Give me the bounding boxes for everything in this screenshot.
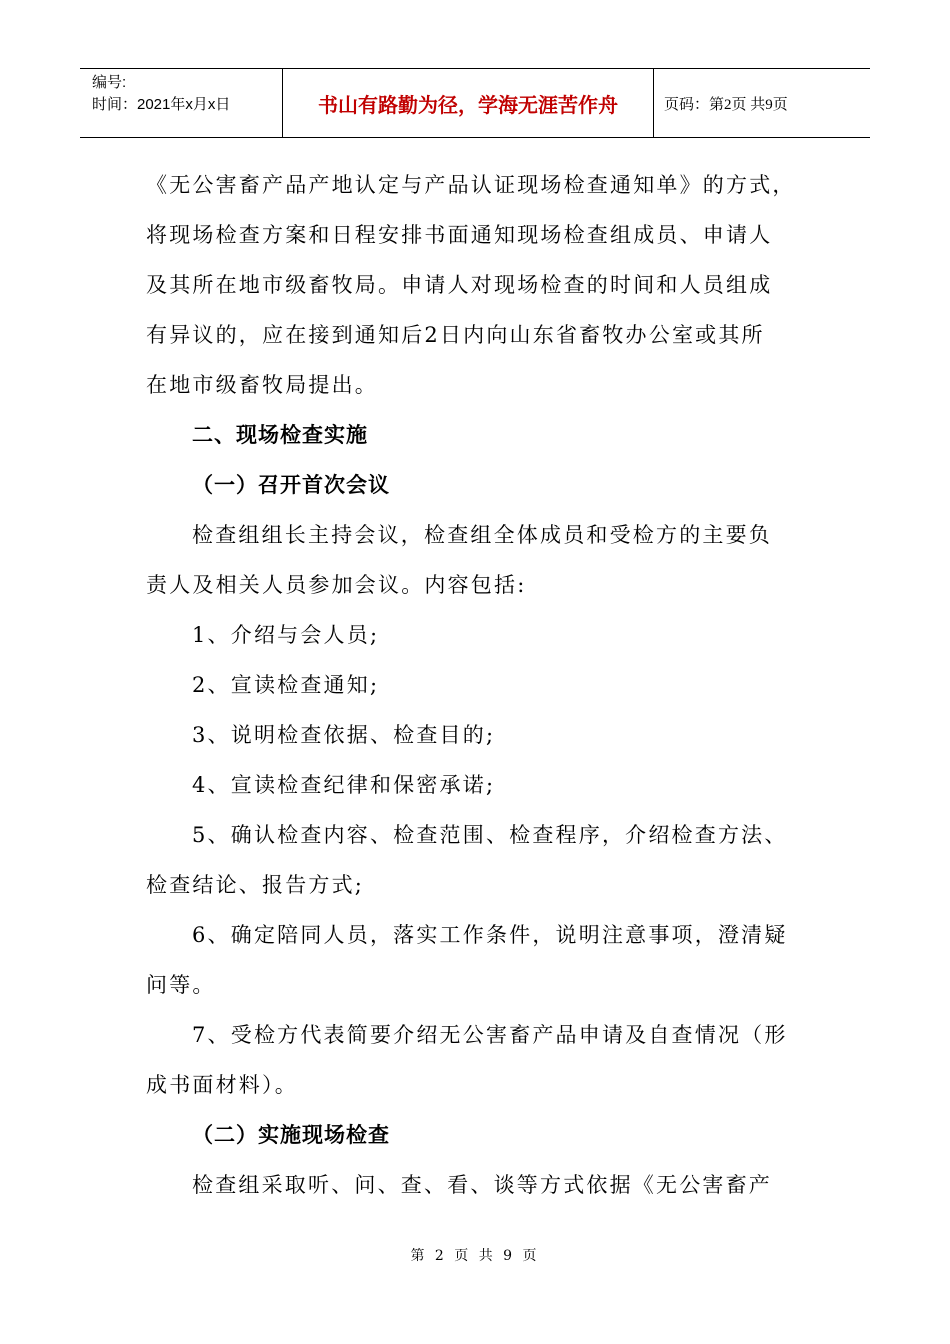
subsection-title-1: （一）召开首次会议 [192, 473, 390, 497]
list-item-7: 7、受检方代表简要介绍无公害畜产品申请及自查情况（形 [192, 1023, 788, 1047]
body-line-last: 检查组采取听、问、查、看、谈等方式依据《无公害畜产 [192, 1173, 772, 1197]
list-item-5-cont: 检查结论、报告方式; [146, 873, 365, 897]
section-title: 二、现场检查实施 [192, 423, 368, 447]
header-table [80, 68, 870, 138]
page-footer: 第 2 页 共 9 页 [410, 1248, 540, 1264]
list-item-6: 6、确定陪同人员，落实工作条件，说明注意事项，澄清疑 [192, 923, 788, 947]
body-line: 《无公害畜产品产地认定与产品认证现场检查通知单》的方式， [146, 173, 796, 197]
document-body [146, 160, 806, 1210]
list-item: 3、说明检查依据、检查目的; [192, 723, 496, 747]
header-motto: 书山有路勤为径，学海无涯苦作舟 [283, 69, 654, 137]
header-page-info: 页码：第2页 共9页 [664, 96, 788, 113]
header-meta-cell [80, 69, 283, 137]
list-item-7-cont: 成书面材料）。 [146, 1073, 298, 1097]
subsection-title-2: （二）实施现场检查 [192, 1123, 390, 1147]
list-item: 2、宣读检查通知; [192, 673, 380, 697]
list-item-5: 5、确认检查内容、检查范围、检查程序，介绍检查方法、 [192, 823, 788, 847]
meeting-intro-cont: 责人及相关人员参加会议。内容包括: [146, 573, 527, 597]
list-item: 1、介绍与会人员; [192, 623, 380, 647]
meeting-intro: 检查组组长主持会议，检查组全体成员和受检方的主要负 [192, 523, 772, 547]
list-item-6-cont: 问等。 [146, 973, 216, 997]
body-line: 将现场检查方案和日程安排书面通知现场检查组成员、申请人 [146, 223, 773, 247]
number-label: 编号: [92, 74, 127, 91]
time-label: 时间：2021年x月x日 [92, 96, 231, 113]
body-line: 及其所在地市级畜牧局。申请人对现场检查的时间和人员组成 [146, 273, 773, 297]
list-item: 4、宣读检查纪律和保密承诺; [192, 773, 496, 797]
body-line: 有异议的，应在接到通知后2日内向山东省畜牧办公室或其所 [146, 323, 765, 347]
body-line: 在地市级畜牧局提出。 [146, 373, 378, 397]
